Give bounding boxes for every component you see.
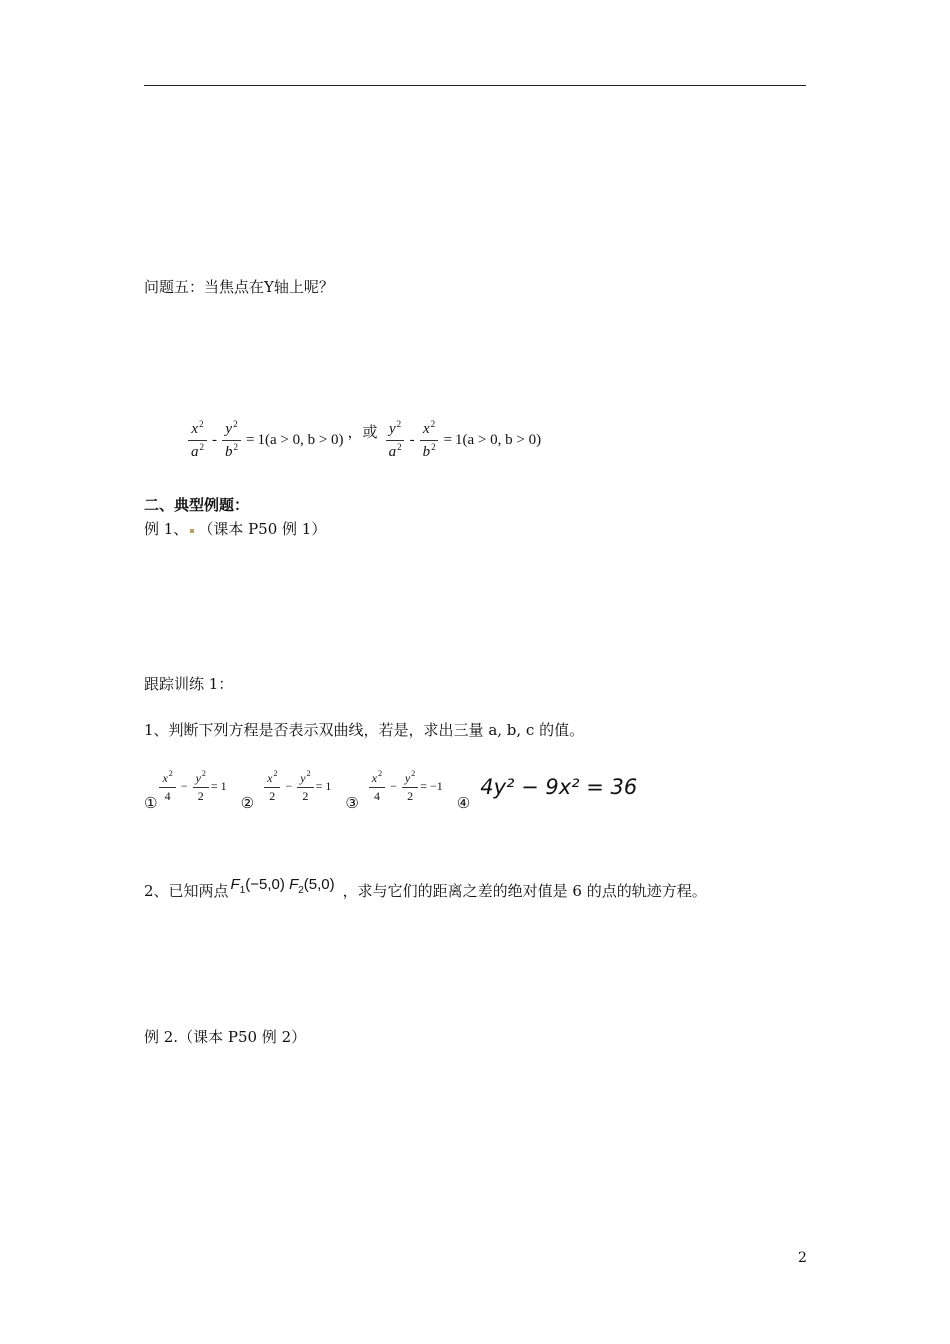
frac-x2-b2: $\frac{x^2}{b^2}$ [420,420,439,461]
condition-2: 1(a > 0, b > 0) [455,431,542,448]
example-1: 例 1、 （课本 P50 例 1） [144,520,327,538]
option-3-equation: $\frac{x^2}{4}$ − $\frac{y^2}{2}$ = −1 [367,770,443,802]
condition: 1(a > 0, b > 0) [257,431,344,448]
option-4-equation: 4y² − 9x² = 36 [480,775,638,799]
option-2-label: ② [240,794,255,812]
marker-dot [190,529,194,533]
question-five: 问题五：当焦点在Y轴上呢？ [144,278,334,296]
item-1: 1、判断下列方程是否表示双曲线，若是，求出三量 a, b, c 的值。 [144,721,585,739]
focus-points: $F_1(-5,0)$ $F_2(5,0)$ [230,875,335,896]
tracking-training: 跟踪训练 1： [144,675,234,693]
option-2-equation: $\frac{x^2}{2}$ − $\frac{y^2}{2}$ = 1 [262,770,331,802]
or-text: ，或 [347,422,378,441]
item-2: 2、已知两点 $F_1(-5,0)$ $F_2(5,0)$ ，求与它们的距离之差的绝对值是 6 的点的轨迹方程。 [144,875,707,900]
page-number: 2 [798,1250,807,1266]
option-1-label: ① [144,794,158,812]
options-row [144,768,637,812]
frac-x2-a2: $\frac{x^2}{a^2}$ [188,420,207,461]
example-2: 例 2.（课本 P50 例 2） [144,1028,307,1046]
option-4-label: ④ [456,794,471,812]
standard-equations: $\frac{x^2}{a^2}$ - $\frac{y^2}{b^2}$ = 1(a > 0, b > 0) ，或 $\frac{y^2}{a^2}$ - $\frac{x^2}{b^2}$ = 1(a > 0, b > 0) [186,420,541,461]
section-typical-examples: 二、典型例题： [144,496,250,514]
option-3-label: ③ [345,794,359,812]
option-1-equation: $\frac{x^2}{4}$ − $\frac{y^2}{2}$ = 1 [157,770,226,802]
header-rule [144,85,806,86]
frac-y2-a2: $\frac{y^2}{a^2}$ [386,420,405,461]
frac-y2-b2: $\frac{y^2}{b^2}$ [222,420,241,461]
